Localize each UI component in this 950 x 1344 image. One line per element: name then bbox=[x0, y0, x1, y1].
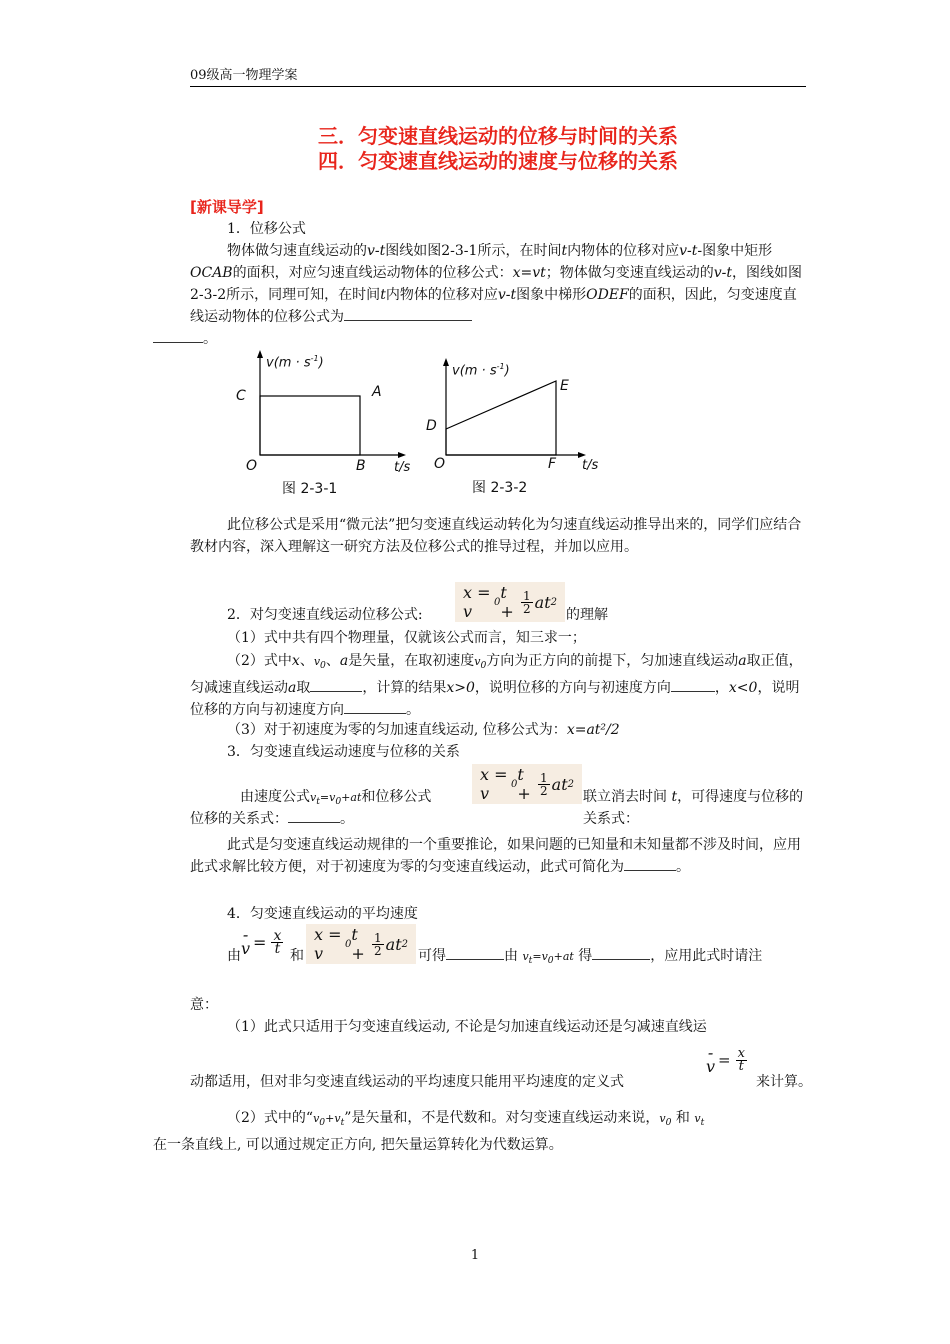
fig1-origin: O bbox=[246, 458, 258, 474]
avg-velocity-def: - v = $\frac{x}{t}$ bbox=[241, 925, 282, 958]
s1-paragraph: 物体做匀速直线运动的v-t图线如图2-3-1所示，在时间t内物体的位移对应v-t-图象中矩形OCAB的面积，对应匀速直线运动物体的位移公式：x=vt；物体做匀变速直线运动的v-t，图线如图2-3-2所示，同理可知，在时间t内物体的位移对应v-t图象中梯形ODEF的面积，因此，匀变速度直线运动物体的位移公式为 。 bbox=[190, 240, 808, 350]
fig1-x-label: t/s bbox=[394, 460, 411, 475]
answer-blank[interactable] bbox=[310, 677, 362, 692]
avg-velocity-def-2: - v = $\frac{x}{t}$ bbox=[706, 1043, 745, 1076]
s2-intro-b: 的理解 bbox=[566, 607, 608, 623]
fig1-point-b: B bbox=[356, 458, 366, 474]
header-rule bbox=[190, 86, 806, 87]
answer-blank[interactable] bbox=[624, 856, 676, 871]
fig2-origin: O bbox=[434, 456, 446, 472]
s4-line-a: 可得 由 $v_t=v_0+at$ 得 ，应用此式时请注 bbox=[418, 945, 808, 972]
answer-blank[interactable] bbox=[344, 306, 472, 321]
displacement-formula-3: x = v 0 t + $\frac{1}{2}$ at 2 bbox=[306, 924, 416, 964]
fig2-x-label: t/s bbox=[582, 458, 599, 473]
fig2-caption: 图 2-3-2 bbox=[472, 480, 528, 496]
fig1-caption: 图 2-3-1 bbox=[282, 481, 338, 497]
answer-blank[interactable] bbox=[344, 699, 406, 714]
displacement-formula: x = v 0 t + $\frac{1}{2}$ at 2 bbox=[455, 582, 565, 622]
s3-line-a: 由速度公式$v_t=v_0+at$和位移公式 bbox=[240, 789, 432, 808]
fig2-y-label: $v(m \cdot s^{-1})$ bbox=[452, 362, 510, 379]
title-line-2: 四．匀变速直线运动的速度与位移的关系 bbox=[318, 149, 678, 173]
s4-he: 和 bbox=[290, 948, 304, 964]
microelement-paragraph: 此位移公式是采用“微元法”把匀变速直线运动转化为匀速直线运动推导出来的，同学们应结合教材内容，深入理解这一研究方法及位移公式的推导过程，并加以应用。 bbox=[190, 517, 802, 555]
fig2-point-d: D bbox=[426, 418, 437, 434]
s3-heading: 3．匀变速直线运动速度与位移的关系 bbox=[227, 744, 460, 760]
answer-blank[interactable] bbox=[592, 945, 650, 960]
answer-blank[interactable] bbox=[446, 945, 504, 960]
title-line-1: 三．匀变速直线运动的位移与时间的关系 bbox=[318, 124, 678, 148]
s4-note-2: （2）式中的“$v_0+v_t$”是矢量和，不是代数和。对匀变速直线运动来说，$v_0$ 和 $v_t$ 在一条直线上, 可以通过规定正方向, 把矢量运算转化为代数运算。 bbox=[153, 1110, 705, 1154]
s2-intro-a: 2．对匀变速直线运动位移公式: bbox=[227, 607, 423, 623]
s4-note-1: （1）此式只适用于匀变速直线运动, 不论是匀加速直线运动还是匀减速直线运 bbox=[227, 1019, 707, 1035]
s4-heading: 4．匀变速直线运动的平均速度 bbox=[227, 906, 418, 922]
figure-2-3-2 bbox=[422, 352, 612, 502]
page-header: 09级高一物理学案 bbox=[190, 68, 298, 83]
s3-line-c: 位移的关系式： 。 bbox=[190, 808, 808, 830]
s4-note-1c: 来计算。 bbox=[756, 1074, 812, 1090]
s4-yi: 意： bbox=[190, 997, 218, 1013]
answer-blank[interactable] bbox=[153, 328, 203, 343]
page-number: 1 bbox=[470, 1248, 480, 1263]
fig1-y-label: $v(m \cdot s^{-1})$ bbox=[266, 354, 324, 371]
figure-2-3-1 bbox=[230, 350, 420, 500]
fig2-point-e: E bbox=[560, 378, 569, 394]
fig1-point-c: C bbox=[236, 388, 246, 404]
s1-heading: 1．位移公式 bbox=[227, 221, 306, 237]
answer-blank[interactable] bbox=[671, 677, 715, 692]
s2-item-2: （2）式中x、$v_0$、a是矢量，在取初速度$v_0$方向为正方向的前提下，匀加速直线运动a取正值，匀减速直线运动a取 ，计算的结果x>0，说明位移的方向与初速度方向 ，x<0，说明位移的方向与初速度方向 。 bbox=[190, 653, 803, 719]
fig2-point-f: F bbox=[548, 456, 557, 472]
fig1-point-a: A bbox=[372, 384, 382, 400]
answer-blank[interactable] bbox=[288, 808, 340, 823]
section-heading: [新课导学] bbox=[190, 198, 264, 216]
s4-note-1b: 动都适用，但对非匀变速直线运动的平均速度只能用平均速度的定义式 bbox=[190, 1074, 624, 1090]
s3-paragraph: 此式是匀变速直线运动规律的一个重要推论，如果问题的已知量和未知量都不涉及时间，应用此式求解比较方便，对于初速度为零的匀变速直线运动，此式可简化为 。 bbox=[190, 837, 801, 875]
s2-item-1: （1）式中共有四个物理量，仅就该公式而言，知三求一； bbox=[227, 630, 586, 646]
s3-line-b: 联立消去时间 t，可得速度与位移的关系式： bbox=[583, 789, 804, 827]
displacement-formula-2: x = v 0 t + $\frac{1}{2}$ at 2 bbox=[472, 764, 582, 804]
s4-you: 由 bbox=[227, 948, 241, 964]
s2-item-3: （3）对于初速度为零的匀加速直线运动, 位移公式为：x=at²/2 bbox=[227, 722, 620, 738]
